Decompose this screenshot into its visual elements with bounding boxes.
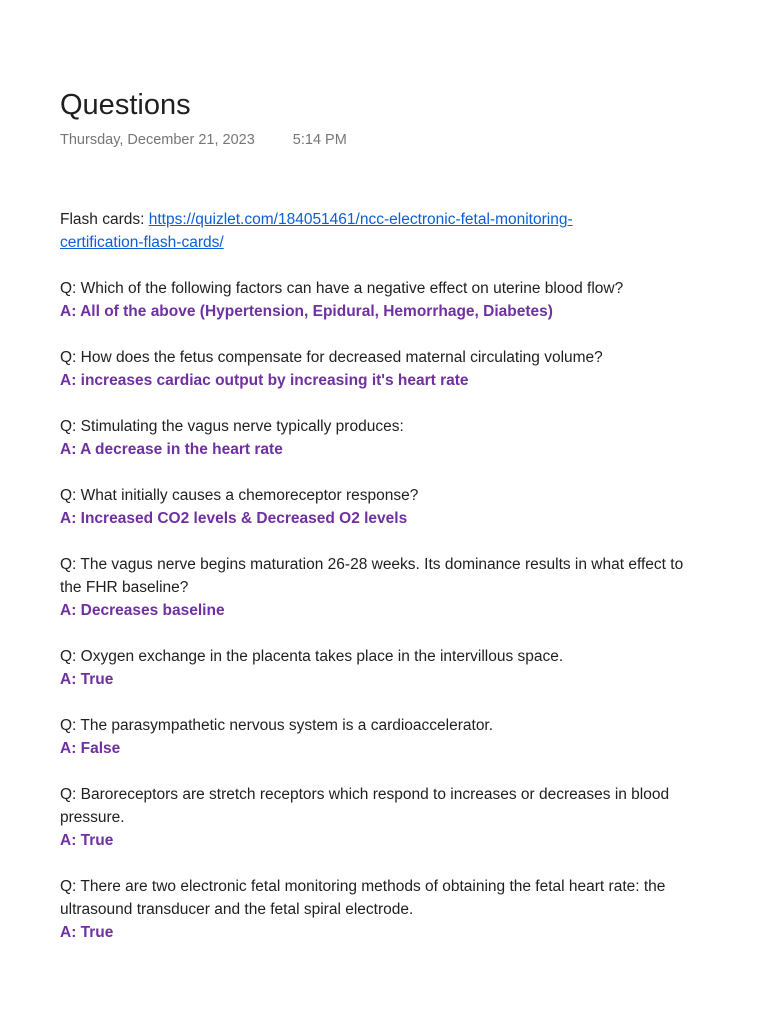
note-timestamp — [60, 130, 347, 150]
qa-item-1 — [60, 277, 700, 323]
qa-item-2 — [60, 346, 700, 392]
flash-cards-link-part1[interactable]: https://quizlet.com/184051461/ncc-electronic-fetal-monitoring- — [148, 211, 573, 228]
answer-text: A: True — [60, 924, 114, 941]
question-text: Q: What initially causes a chemoreceptor response? — [60, 487, 419, 504]
flash-cards-label: Flash cards: — [60, 211, 149, 228]
answer-text: A: True — [60, 671, 114, 688]
qa-item-4 — [60, 484, 700, 530]
answer-text: A: All of the above (Hypertension, Epidural, Hemorrhage, Diabetes) — [60, 303, 553, 320]
qa-item-6 — [60, 645, 700, 691]
question-text: Q: Stimulating the vagus nerve typically produces: — [60, 418, 404, 435]
answer-text: A: Increased CO2 levels & Decreased O2 levels — [60, 510, 408, 527]
note-time: 5:14 PM — [292, 132, 347, 148]
answer-text: A: increases cardiac output by increasing it's heart rate — [60, 372, 469, 389]
qa-item-9 — [60, 875, 700, 944]
question-text: Q: Which of the following factors can have a negative effect on uterine blood flow? — [60, 280, 624, 297]
question-text: Q: How does the fetus compensate for decreased maternal circulating volume? — [60, 349, 603, 366]
answer-text: A: Decreases baseline — [60, 602, 225, 619]
qa-item-8 — [60, 783, 700, 852]
question-text: Q: The vagus nerve begins maturation 26-28 weeks. Its dominance results in what effect to the FHR baseline? — [60, 556, 684, 596]
flash-cards-link-part2[interactable]: certification-flash-cards/ — [60, 234, 224, 251]
page-title[interactable]: Questions — [60, 89, 191, 121]
question-text: Q: Baroreceptors are stretch receptors which respond to increases or decreases in blood pressure. — [60, 786, 670, 826]
flash-cards-line — [60, 208, 700, 254]
answer-text: A: False — [60, 740, 121, 757]
qa-item-5 — [60, 553, 700, 622]
answer-text: A: A decrease in the heart rate — [60, 441, 283, 458]
answer-text: A: True — [60, 832, 114, 849]
question-text: Q: Oxygen exchange in the placenta takes place in the intervillous space. — [60, 648, 564, 665]
question-text: Q: There are two electronic fetal monitoring methods of obtaining the fetal heart rate: the ultrasound transducer and the fetal spiral electrode. — [60, 878, 666, 918]
qa-item-3 — [60, 415, 700, 461]
question-text: Q: The parasympathetic nervous system is a cardioaccelerator. — [60, 717, 494, 734]
qa-item-7 — [60, 714, 700, 760]
note-body[interactable] — [60, 208, 700, 967]
note-date: Thursday, December 21, 2023 — [60, 132, 255, 148]
